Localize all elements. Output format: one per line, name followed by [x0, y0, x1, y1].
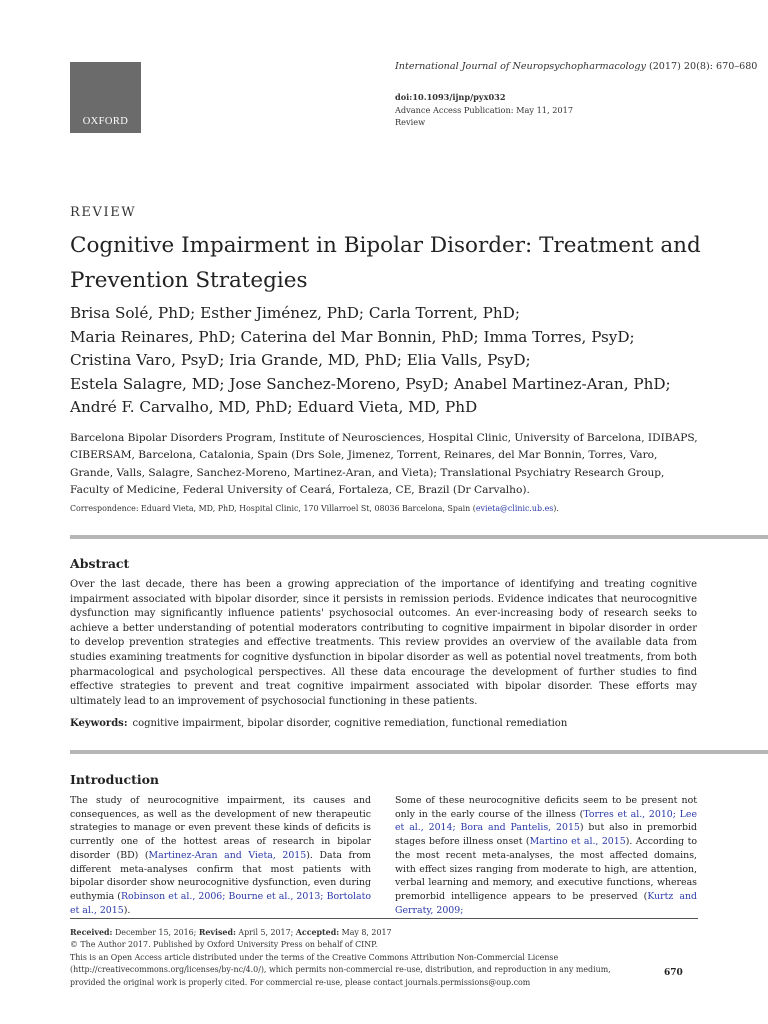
author-line: Maria Reinares, PhD; Caterina del Mar Bonnin, PhD; Imma Torres, PsyD; [70, 327, 635, 346]
author-list [70, 302, 750, 420]
citation-link[interactable]: Robinson et al., 2006; Bourne et al., 2013; Bortolato et al., 2015 [70, 890, 371, 916]
accepted-date: May 8, 2017 [339, 928, 392, 937]
keywords-label: Keywords: [70, 718, 128, 729]
revised-label: Revised: [198, 928, 236, 937]
affiliation: Barcelona Bipolar Disorders Program, Institute of Neurosciences, Hospital Clinic, University of Barcelona, IDIBAPS, CIBERSAM, Barcelona, Catalonia, Spain (Drs Sole, Jimenez, Torrent, Reinares, del Mar Bonnin, Torres, Varo, Grande, Valls, Salagre, Sanchez-Moreno, Martinez-Aran, and Vieta); Translational Psychiatry Research Group, Faculty of Medicine, Federal University of Ceará, Fortaleza, CE, Brazil (Dr Carvalho). [70, 432, 698, 496]
divider [70, 535, 768, 539]
copyright: © The Author 2017. Published by Oxford University Press on behalf of CINP. [70, 940, 378, 950]
citation-link[interactable]: Martino et al., 2015 [529, 836, 626, 848]
journal-name: International Journal of Neuropsychopharmacology [395, 61, 646, 72]
footer-notes [70, 927, 630, 989]
license-text: This is an Open Access article distributed under the terms of the Creative Commons Attribution Non-Commercial License (http://creativecommons.org/licenses/by-nc/4.0/), which permits non-commercial re-use, distribution, and reproduction in any medium, provided the original work is properly cited. For commercial re-use, please contact journals.permissions@oup.com [70, 952, 611, 987]
correspondence-text: Correspondence: Eduard Vieta, MD, PhD, Hospital Clinic, 170 Villarroel St, 08036 Barcelona, Spain ( [70, 504, 476, 513]
section-label: REVIEW [70, 205, 137, 220]
accepted-label: Accepted: [295, 928, 340, 937]
abstract-heading: Abstract [70, 556, 130, 571]
body-text: The study of neurocognitive impairment, its causes and consequences, as well as the development of new therapeutic strategies to manage or even prevent these kinds of deficits is currently one of the hottest areas of research in bipolar disorder (BD) ( [70, 795, 371, 861]
body-text: ). Data from different meta-analyses confirm that most patients with bipolar disorder show neurocognitive dysfunction, even during euthymia ( [70, 849, 371, 902]
citation-link[interactable]: Martinez-Aran and Vieta, 2015 [148, 849, 307, 861]
citation-link[interactable]: Kurtz and Gerraty, 2009; [395, 890, 697, 916]
intro-column-left [70, 794, 371, 917]
correspondence [70, 504, 559, 513]
body-text: ). [123, 904, 131, 916]
intro-column-right [395, 794, 697, 917]
citation-link[interactable]: Torres et al., 2010; Lee et al., 2014; Bora and Pantelis, 2015 [395, 808, 697, 834]
advance-access: Advance Access Publication: May 11, 2017 [395, 104, 574, 115]
keywords [70, 718, 567, 729]
body-text: Some of these neurocognitive deficits seem to be present not only in the early course of the illness ( [395, 795, 697, 820]
doi[interactable]: doi:10.1093/ijnp/pyx032 [395, 92, 506, 102]
introduction-heading: Introduction [70, 772, 160, 787]
body-text: ). According to the most recent meta-analyses, the most affected domains, with effect sizes ranging from moderate to high, are attention, verbal learning and memory, and executive functions, whereas premorbid intelligence appears to be preserved ( [395, 836, 698, 902]
author-line: André F. Carvalho, MD, PhD; Eduard Vieta, MD, PhD [70, 398, 478, 416]
email-link[interactable]: evieta@clinic.ub.es [475, 504, 554, 513]
author-line: Cristina Varo, PsyD; Iria Grande, MD, PhD; Elia Valls, PsyD; [70, 351, 531, 369]
page-number: 670 [664, 968, 683, 978]
footer-divider [70, 918, 698, 919]
logo-text: OXFORD [82, 116, 129, 127]
revised-date: April 5, 2017; [235, 928, 296, 937]
correspondence-end: ). [553, 504, 559, 513]
journal-volume: (2017) 20(8): 670–680 [645, 61, 758, 72]
article-meta [395, 91, 573, 129]
author-line: Estela Salagre, MD; Jose Sanchez-Moreno, PsyD; Anabel Martinez-Aran, PhD; [70, 374, 671, 393]
keywords-list: cognitive impairment, bipolar disorder, cognitive remediation, functional remediation [132, 718, 568, 729]
received-date: December 15, 2016; [112, 928, 199, 937]
history-dates [70, 927, 630, 939]
author-line: Brisa Solé, PhD; Esther Jiménez, PhD; Carla Torrent, PhD; [70, 304, 520, 322]
body-text: ) but also in premorbid stages before illness onset ( [395, 822, 697, 848]
oxford-logo [70, 62, 141, 133]
article-title: Cognitive Impairment in Bipolar Disorder: Treatment and Prevention Strategies [70, 233, 701, 293]
abstract-text: Over the last decade, there has been a growing appreciation of the importance of identifying and treating cognitive impairment associated with bipolar disorder, since it persists in remission periods. Evidence indicates that neurocognitive dysfunction may significantly influence patients' psychosocial outcomes. An ever-increasing body of research seeks to achieve a better understanding of potential moderators contributing to cognitive impairment in bipolar disorder in order to develop prevention strategies and effective treatments. This review provides an overview of the available data from studies examining treatments for cognitive dysfunction in bipolar disorder as well as potential novel treatments, from both pharmacological and psychological perspectives. All these data encourage the development of further studies to find effective strategies to prevent and treat cognitive impairment associated with bipolar disorder. These efforts may ultimately lead to an improvement of psychosocial functioning in these patients. [70, 579, 697, 707]
divider [70, 750, 768, 754]
article-type: Review [395, 117, 426, 127]
received-label: Received: [70, 928, 113, 937]
journal-citation [395, 61, 757, 72]
